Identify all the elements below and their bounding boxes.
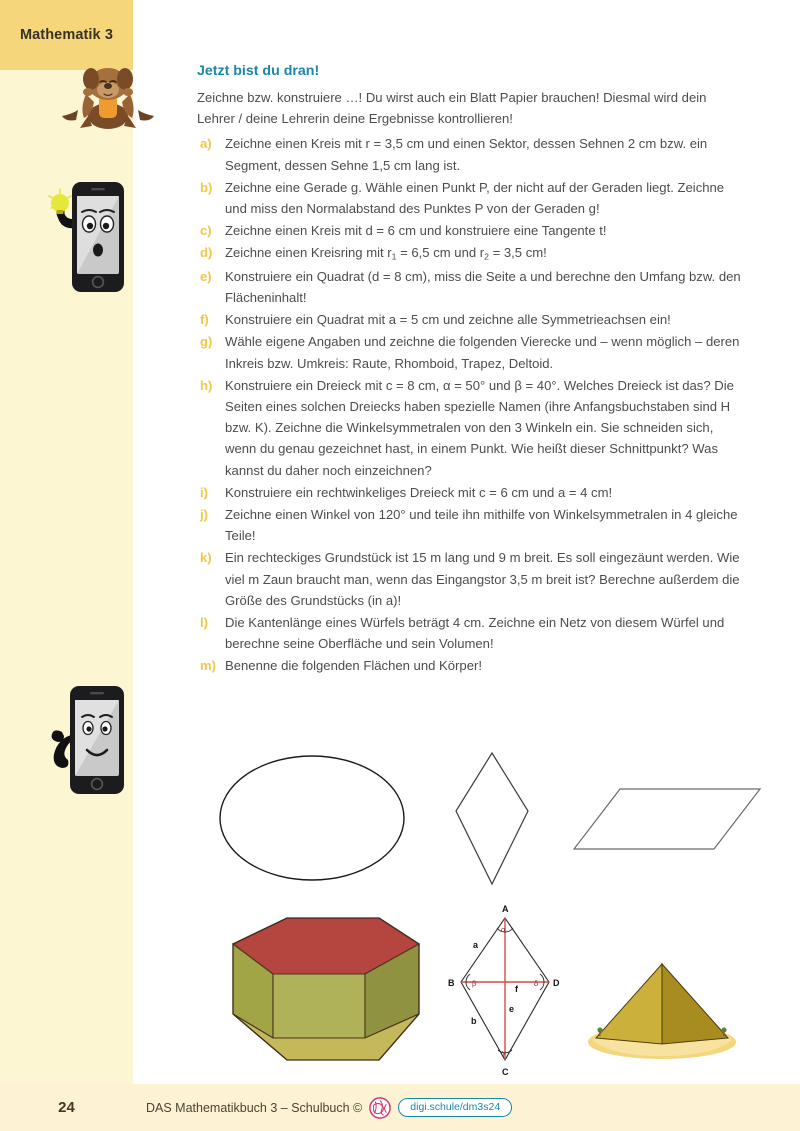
dog-mascot — [58, 64, 158, 134]
task-marker: d) — [200, 245, 213, 261]
kite-angle-gamma-label: γ — [502, 1048, 506, 1057]
kite-vertex-a-label: A — [502, 904, 509, 914]
figures-row-solids — [197, 900, 757, 1080]
task-marker: h) — [200, 377, 213, 393]
task-item — [197, 177, 742, 219]
exercise-content — [197, 63, 742, 678]
task-marker: g) — [200, 334, 213, 350]
task-text: Zeichne eine Gerade g. Wähle einen Punkt P, der nicht auf der Geraden liegt. Zeichne und miss den Normalabstand des Punktes P von der Geraden g! — [225, 179, 725, 217]
task-marker: m) — [200, 658, 217, 674]
task-marker: j) — [200, 507, 208, 523]
task-item — [197, 133, 742, 175]
footer-page-number: 24 — [58, 1099, 75, 1116]
task-item — [197, 482, 742, 503]
task-text: Konstruiere ein Quadrat mit a = 5 cm und zeichne alle Symmetrieachsen ein! — [225, 312, 671, 328]
smartphone-lightbulb-mascot — [36, 174, 132, 298]
kite-vertex-d-label: D — [553, 978, 560, 988]
task-text: Konstruiere ein Quadrat (d = 8 cm), miss die Seite a und berechne den Umfang bzw. den Flächeninhalt! — [225, 268, 741, 306]
task-item — [197, 331, 742, 373]
hexagonal-prism-figure — [215, 910, 435, 1075]
task-item — [197, 266, 742, 308]
task-marker: i) — [200, 484, 208, 500]
page-title: Mathematik 3 — [19, 27, 114, 43]
task-item — [197, 547, 742, 611]
smartphone-waving-mascot — [40, 676, 136, 800]
task-marker: f) — [200, 312, 209, 328]
digi-schule-link[interactable]: digi.schule/dm3s24 — [398, 1098, 512, 1117]
figures-row-shapes — [197, 745, 757, 895]
task-item — [197, 242, 742, 264]
kite-vertex-b-label: B — [448, 978, 455, 988]
kite-angle-delta-label: δ — [534, 979, 539, 988]
footer-source-text: DAS Mathematikbuch 3 – Schulbuch © — [146, 1100, 363, 1115]
task-text: Ein rechteckiges Grundstück ist 15 m lang und 9 m breit. Es soll eingezäunt werden. Wie viel m Zaun braucht man, wenn das Eingangstor 3,5 m breit ist? Berechne außerdem die Größe des Grundstücks (in a)! — [225, 550, 740, 608]
parallelogram-figure — [572, 785, 762, 855]
kite-side-a-label: a — [473, 940, 479, 950]
task-text: Wähle eigene Angaben und zeichne die folgenden Vierecke und – wenn möglich – deren Inkreis bzw. Umkreis: Raute, Rhomboid, Trapez, Deltoid. — [225, 334, 740, 371]
task-marker: e) — [200, 268, 212, 284]
task-item — [197, 612, 742, 654]
task-text: Zeichne einen Kreis mit r = 3,5 cm und einen Sektor, dessen Sehnen 2 cm bzw. ein Segment, dessen Sehne 1,5 cm lang ist. — [225, 136, 708, 173]
task-item — [197, 655, 742, 676]
task-text: Konstruiere ein Dreieck mit c = 8 cm, α = 50° und β = 40°. Welches Dreieck ist das? Die Seiten eines solchen Dreiecks haben spezielle Namen (ihre Anfangsbuchstaben sind H bzw. K). Zeichne die Winkelsymmetralen von den 3 Winkeln ein. Sie schneiden sich, wenn du genau gezeichnet hast, in einem Punkt. Wie heißt dieser Schnittpunkt? Was kannst du daher noch einzeichnen? — [225, 377, 734, 478]
task-text: Konstruiere ein rechtwinkeliges Dreieck mit c = 6 cm und a = 4 cm! — [225, 484, 613, 500]
ellipse-figure — [217, 753, 407, 883]
rhombus-figure — [452, 751, 532, 886]
task-marker: b) — [200, 179, 213, 195]
kite-side-b-label: b — [471, 1016, 477, 1026]
kite-diagonal-f-label: f — [515, 984, 518, 994]
task-item — [197, 309, 742, 330]
page-footer — [0, 1084, 800, 1131]
task-marker: a) — [200, 136, 212, 152]
task-text: Benenne die folgenden Flächen und Körper! — [225, 658, 482, 674]
task-marker: l) — [200, 615, 208, 631]
task-item — [197, 375, 742, 481]
task-text: Zeichne einen Winkel von 120° und teile ihn mithilfe von Winkelsymmetralen in 4 gleiche Teile! — [225, 507, 738, 544]
task-item — [197, 504, 742, 546]
task-text: Zeichne einen Kreisring mit $r_1 = 6,5$ cm und $r_2 = 3,5$ cm! — [225, 245, 547, 262]
exercise-heading: Jetzt bist du dran! — [197, 63, 320, 79]
task-list — [197, 133, 742, 676]
kite-diagonal-e-label: e — [509, 1004, 515, 1014]
kite-angle-beta-label: β — [472, 979, 477, 988]
task-text: Die Kantenlänge eines Würfels beträgt 4 cm. Zeichne ein Netz von diesem Würfel und berechne seine Oberfläche und sein Volumen! — [225, 615, 725, 652]
kite-figure — [445, 900, 565, 1078]
chapter-header-band — [0, 0, 133, 70]
task-text: Zeichne einen Kreis mit d = 6 cm und konstruiere eine Tangente t! — [225, 223, 607, 239]
sidebar — [0, 0, 133, 1131]
exercise-intro: Zeichne bzw. konstruiere …! Du wirst auch ein Blatt Papier brauchen! Diesmal wird dein Lehrer / deine Lehrerin deine Ergebnisse kontrollieren! — [197, 90, 707, 127]
pyramid-figure — [582, 960, 742, 1065]
publisher-logo-icon — [369, 1097, 391, 1119]
kite-angle-alpha-label: α — [501, 925, 506, 934]
task-marker: k) — [200, 550, 212, 566]
kite-vertex-c-label: C — [502, 1067, 509, 1077]
task-marker: c) — [200, 223, 212, 239]
task-item — [197, 220, 742, 241]
